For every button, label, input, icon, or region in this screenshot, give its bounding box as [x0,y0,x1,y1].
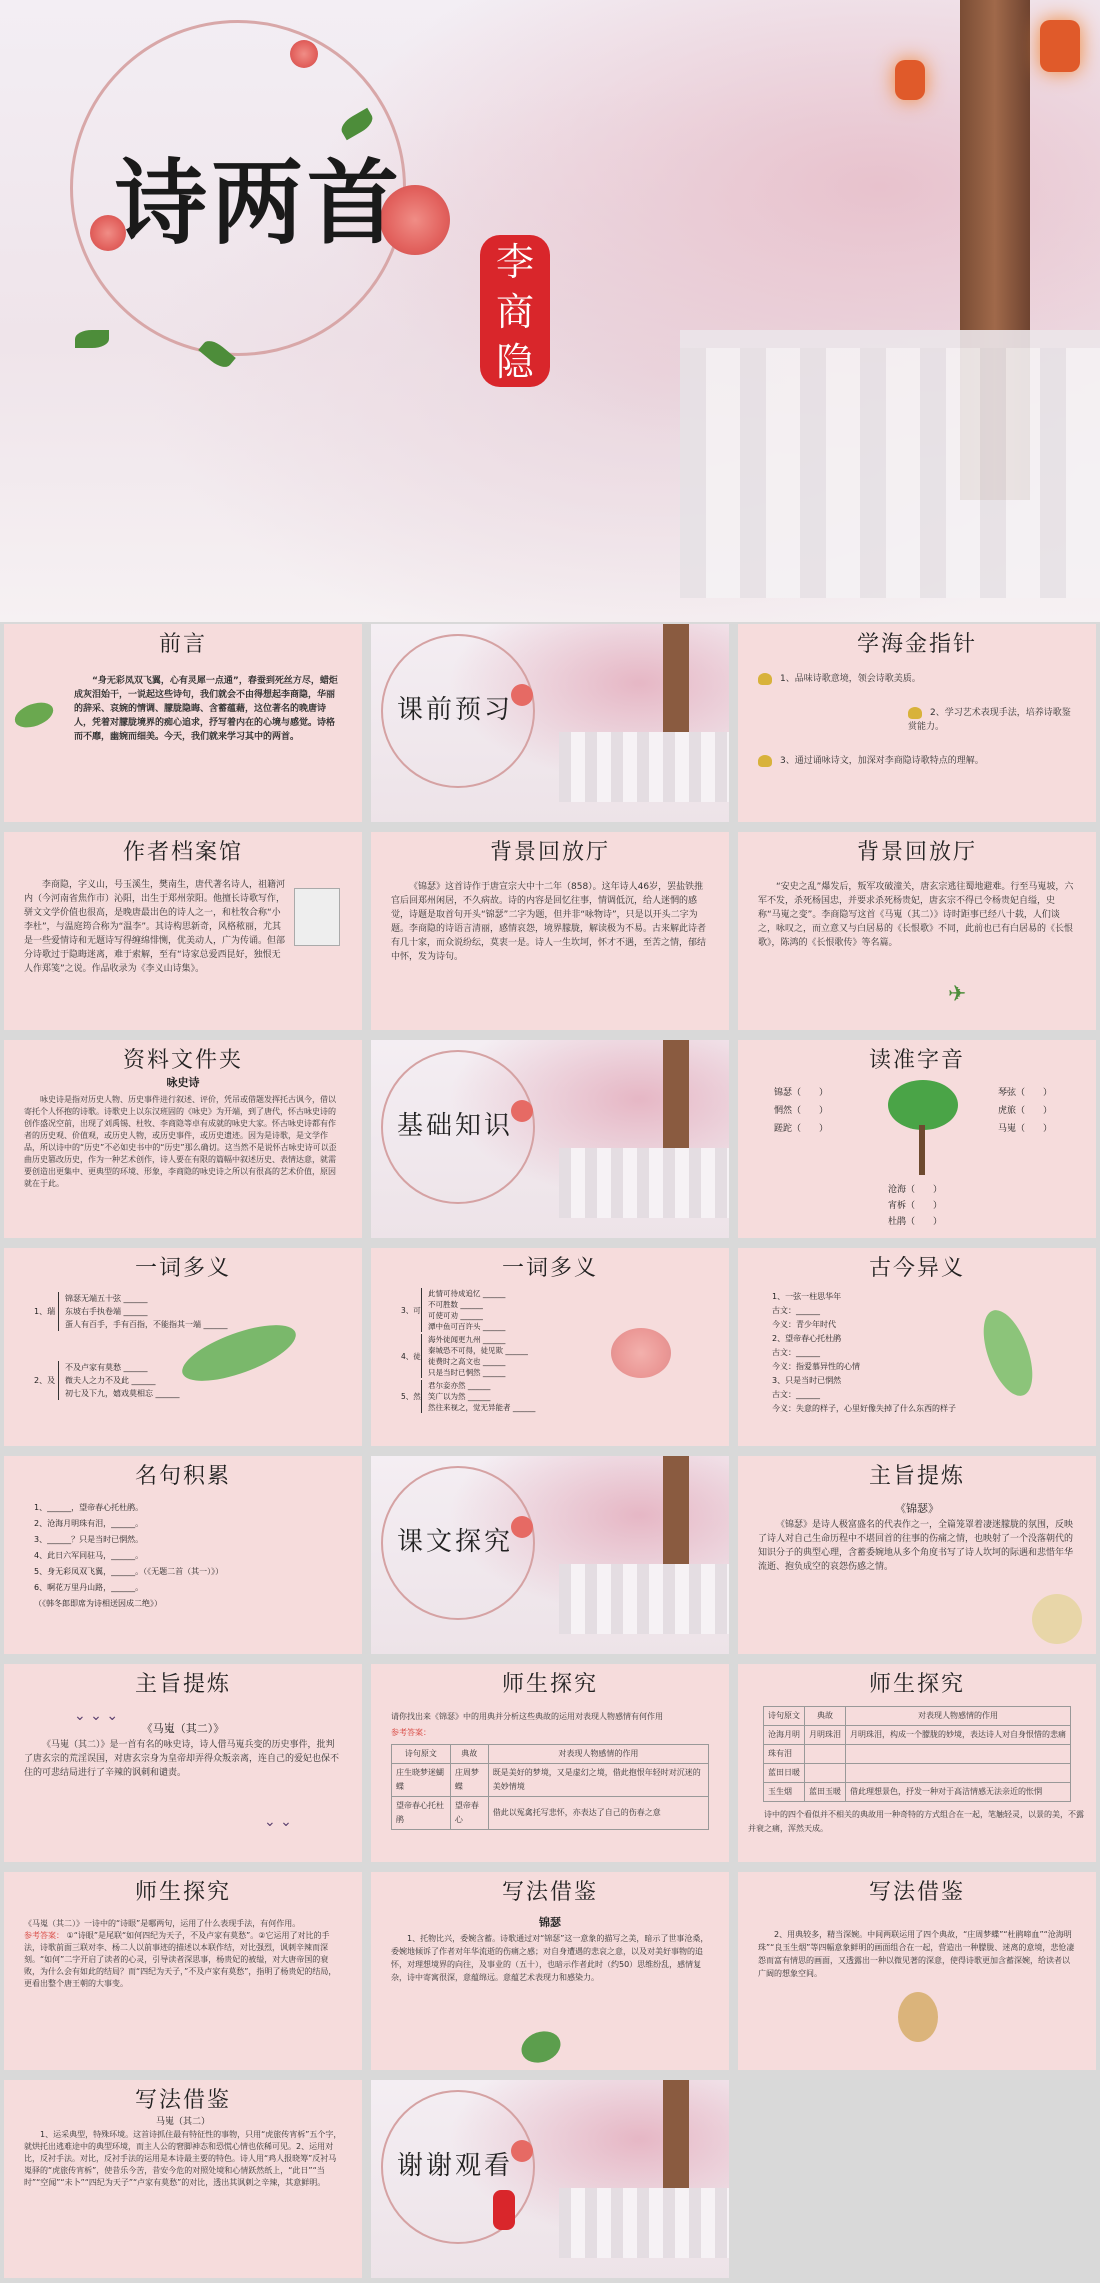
slide-title: 背景回放厅 [489,840,610,865]
slide-discuss-1[interactable] [371,1664,729,1862]
slide-body: 《锦瑟》这首诗作于唐宣宗大中十二年（858）。这年诗人46岁，罢盐铁推官后回郑州闲居，不久病故。诗的内容是回忆往事，情调低沉，给人迷惘的感觉，诗题是取首句开头“锦瑟”二字为题，但并非“咏物诗”，只是以开头二字为题。李商隐的诗语言清丽，感情哀怨，境界朦胧，解读极为不易。古来解此诗者有几十家，而众说纷纭，莫衷一是。诗人一生坎坷，怀才不遇，至苦之情，郁结中怀，发为诗句。 [391,882,707,962]
slide-discuss-2[interactable] [738,1664,1096,1862]
pinyin-item: 宵柝（ ） [888,1201,943,1211]
rose-decoration [290,40,318,68]
polysemy-line: 徒费时之高文也 ______ [428,1357,506,1366]
leaf-decoration [75,330,109,348]
table-header: 典故 [805,1707,846,1726]
slide-title: 背景回放厅 [856,840,977,865]
table-cell: 月明珠泪 [805,1726,846,1745]
slide-subtitle: 马嵬（其二） [155,2117,210,2127]
lantern-icon [895,60,925,100]
quote-line: 6、啊花万里丹山路，______。 [34,1583,144,1592]
table-row [764,1745,1071,1764]
table-cell: 蓝田日暖 [764,1764,805,1783]
quote-line: （《韩冬郎即席为诗相送因成二绝》） [34,1599,162,1608]
slide-title: 写法借鉴 [501,1880,598,1905]
polysemy-line: 可使可劝 ______ [428,1311,483,1320]
table-note: 诗中的四个看似并不相关的典故用一种奇特的方式组合在一起，笔触轻灵，以景的美，不露并衰之痛，浑然天成。 [748,1810,1084,1833]
rose-decoration [511,684,533,706]
slide-title: 师生探究 [501,1672,598,1697]
slide-subtitle: 《锦瑟》 [895,1502,939,1515]
tree-icon [888,1080,958,1130]
polysemy-line: 锦瑟无端五十弦 ______ [65,1294,148,1303]
slide-title: 写法借鉴 [868,1880,965,1905]
slide-title: 读准字音 [868,1048,965,1073]
slide-pronunciation[interactable] [738,1040,1096,1238]
table-cell [846,1764,1071,1783]
slide-title: 资料文件夹 [122,1048,243,1073]
table-cell: 借此以冤禽托写悲怀，亦表达了自己的伤春之意 [488,1797,708,1830]
table-cell: 玉生烟 [764,1783,805,1802]
stone-railing-decoration [559,732,729,802]
polysemy-line: 初七及下九，嬉戏莫相忘 ______ [65,1389,180,1398]
ancient-line: 3、只是当时已惘然 [772,1376,842,1385]
slide-subtitle: 锦瑟 [539,1916,561,1929]
polysemy-head: 2、及 [34,1376,56,1385]
table-row [764,1764,1071,1783]
slide-theme-2[interactable] [4,1664,362,1862]
quote-line: 4、此日六军同驻马，______。 [34,1551,144,1560]
ancient-line: 古文：______ [772,1306,820,1315]
slide-discuss-3[interactable] [4,1872,362,2070]
seal-stamp [493,2190,515,2230]
polysemy-line: 秦城恐不可得，徒见欺 ______ [428,1346,528,1355]
leaf-decoration [517,2026,565,2068]
rose-decoration [511,1100,533,1122]
table-row [764,1726,1071,1745]
slide-title: 基础知识 [397,1111,514,1141]
slide-body: “身无彩凤双飞翼，心有灵犀一点通”，春蚕到死丝方尽，蜡炬成灰泪始干，一说起这些诗句，我们就会不由得想起李商隐，华丽的辞采、哀婉的情调、朦胧隐晦、含蓄蕴藉，这位著名的晚唐诗人，凭着对朦胧境界的痴心追求，抒写着内在的心境与感觉。诗格而不靡，幽婉而细美。今天，我们就来学习其中的两首。 [74,676,338,742]
polysemy-line: 东坡右手执卷端 ______ [65,1307,148,1316]
pinyin-item: 沧海（ ） [888,1185,943,1195]
butterfly-icon [758,673,772,685]
slide-body: 李商隐，字义山，号玉溪生，樊南生，唐代著名诗人，祖籍河内（今河南省焦作市）沁阳，出生于郑州荥阳。他擅长诗歌写作，骈文文学价值也很高，是晚唐最出色的诗人之一，和杜牧合称“小李杜”，与温庭筠合称为“温李”。其诗构思新奇，风格秾丽，尤其是一些爱情诗和无题诗写得缠绵悱恻，优美动人，广为传诵。但部分诗歌过于隐晦迷离，难于索解，至有“诗家总爱西昆好，独恨无人作郑笺”之说。作品收录为《李义山诗集》。 [24,880,286,974]
slide-body: 2、用典较多，精当深婉。中间两联运用了四个典故，“庄周梦蝶”“杜鹃啼血”“沧海明珠”“良玉生烟”等四幅意象鲜明的画面组合在一起，营造出一种朦胧、迷离的意境，悲怆凄怨而富有情思的画面，又透露出一种以微见著的深意，使得诗歌更加含蓄深婉，给读者以广阔的想象空间。 [758,1930,1075,1978]
title-slide [0,0,1100,622]
slide-body: 1、运采典型，特殊环境。这首诗抓住最有特征性的事物，只用“虎旅传宵柝”五个字，就烘托出逃难途中的典型环境，而主人公的窘脚神态和恐慌心情也依稀可见。2、运用对比，反衬手法。对比，反衬手法的运用是本诗最主要的特色。诗人用“鸡人报晓筹”反衬马嵬驿的“虎旅传宵柝”，使昔乐今苦，昔安今危的对照处境和心情跃然纸上，“此日”“当时”“空闻”“未卜”“四纪为天子”“卢家有莫愁”的对比，透出其讽刺之辛辣，其意鲜明。 [24,2130,342,2187]
bird-icon: ⌄ ⌄ [264,1814,292,1830]
pinyin-item: 马嵬（ ） [998,1124,1053,1134]
swallow-icon: ✈ [948,982,967,1007]
rose-decoration [511,1516,533,1538]
pinyin-item: 锦瑟（ ） [774,1088,829,1098]
slide-quotes[interactable] [4,1456,362,1654]
table-cell: 庄生晓梦迷蝴蝶 [392,1764,451,1797]
polysemy-line: 不可胜数 ______ [428,1300,483,1309]
pinyin-item: 惘然（ ） [774,1106,829,1116]
slide-preview[interactable] [371,624,729,822]
slide-title: 一词多义 [134,1256,231,1281]
pinyin-item: 蹉跎（ ） [774,1124,829,1134]
table-header: 对表现人物感情的作用 [846,1707,1071,1726]
stone-railing-decoration [680,330,1100,598]
polysemy-head: 3、可 [401,1305,421,1315]
goal-item: 2、学习艺术表现手法，培养诗歌鉴赏能力。 [908,708,1071,732]
goal-item: 3、通过诵咏诗文，加深对李商隐诗歌特点的理解。 [780,756,984,766]
slide-title: 师生探究 [134,1880,231,1905]
table-cell: 月明珠泪，构成一个朦胧的妙境，表达诗人对自身恨惜的悲痛 [846,1726,1071,1745]
slide-subtitle: 咏史诗 [166,1076,200,1089]
goal-item: 1、品味诗歌意境，领会诗歌美质。 [780,674,921,684]
slide-body: 咏史诗是指对历史人物、历史事件进行叙述、评价，凭吊或借题发挥托古讽今，借以寄托个人怀抱的诗歌。诗歌史上以东汉班固的《咏史》为开端，到了唐代，怀古咏史诗的创作盛况空前，出现了刘禹锡、杜牧、李商隐等卓有成就的咏史大家。怀古咏史诗都有作者的历史观、价值观，或历史人物，或历史事件，或历史遗迹。因为是诗歌，是文学作品，所以诗中的“历史”不必如史书中的“历史”那么确切。这当然不是说怀古咏史诗可以歪曲历史篡改历史，作为一种艺术创作，诗人要在有限的篇幅中叙述历史、表情达意，就需要创造出更集中、更典型的环境、形象，李商隐的咏史诗之所以有很高的艺术价值，原因就在于此。 [24,1095,337,1188]
table-cell [805,1764,846,1783]
polysemy-head: 4、徒 [401,1351,421,1361]
slide-body: ①“诗眼”是尾联“如何四纪为天子，不及卢家有莫愁”。②它运用了对比的手法，诗歌前面三联对李、杨二人以前事迹的描述以本联作结，对比强烈，讽刺辛辣而深刻。“如何”二字开启了读者的心灵，引导读者深思事，杨贵妃的被缢，对大唐帝国的衰败，为什么会有如此的结局？而“四纪为天子，”不及卢家有莫愁”，指明了杨贵妃的结局，更看出整个唐王朝的大事变。 [24,1931,337,1988]
slide-background-2[interactable] [738,832,1096,1030]
slide-title: 主旨提炼 [134,1672,231,1697]
slide-title: 古今异义 [868,1256,965,1281]
ancient-line: 1、一弦一柱思华年 [772,1292,842,1301]
slide-body: 《锦瑟》是诗人极富盛名的代表作之一，全篇笼罩着凄迷朦胧的氛围，反映了诗人对自己生命历程中不堪回首的往事的伤痛之情，也映射了一个没落朝代的知识分子的典型心理，含蓄委婉地从多个角度书写了诗人坎坷的际遇和悲惜年华流逝、抱负成空的哀怨伤感之情。 [758,1520,1074,1572]
quote-line: 5、身无彩凤双飞翼，______。（《无题二首（其一）》） [34,1567,224,1576]
stone-railing-decoration [559,2188,729,2258]
polysemy-line: 潭中鱼可百许头 ______ [428,1322,506,1331]
slide-title: 谢谢观看 [397,2151,514,2181]
ancient-line: 古文：______ [772,1348,820,1357]
slide-body: 《马嵬（其二）》是一首有名的咏史诗，诗人借马嵬兵变的历史事件，批判了唐玄宗的荒淫误国，对唐玄宗身为皇帝却弄得众叛亲离，连自己的爱妃也保不住的可悲结局进行了辛辣的讽刺和谴责。 [24,1740,340,1778]
table-cell: 借此理想景色，抒发一种对于高洁情感无法亲近的怅惘 [846,1783,1071,1802]
slide-title: 作者档案馆 [122,840,243,865]
slide-title: 主旨提炼 [868,1464,965,1489]
polysemy-head: 1、瑞 [34,1307,56,1316]
pinyin-item: 杜鹃（ ） [888,1217,943,1227]
slide-preface[interactable] [4,624,362,822]
page-title: 诗两首 [115,149,404,257]
polysemy-line: 君尔妾亦然 ______ [428,1381,491,1390]
slide-author-file[interactable] [4,832,362,1030]
author-portrait [294,888,340,946]
table-cell: 珠有泪 [764,1745,805,1764]
slide-title: 师生探究 [868,1672,965,1697]
rose-decoration [511,2140,533,2162]
tree-trunk [919,1125,925,1175]
ancient-line: 2、望帝春心托杜鹃 [772,1334,842,1343]
polysemy-line: 海外徒闻更九州 ______ [428,1335,506,1344]
slide-explore[interactable] [371,1456,729,1654]
butterfly-icon [898,1992,938,2042]
table-header: 诗句原文 [392,1745,451,1764]
pinyin-item: 琴弦（ ） [998,1088,1053,1098]
slide-title: 一词多义 [501,1256,598,1281]
table-cell [846,1745,1071,1764]
table-cell: 沧海月明 [764,1726,805,1745]
polysemy-line: 此情可待成追忆 ______ [428,1289,506,1298]
slide-thanks[interactable] [371,2080,729,2278]
lantern-icon [1040,20,1080,72]
slide-body: “安史之乱”爆发后，叛军攻破潼关，唐玄宗逃往蜀地避难。行至马嵬坡，六军不发，杀死杨国忠，并要求杀死杨贵妃，唐玄宗不得已令杨贵妃自缢，史称“马嵬之变”。李商隐写这首《马嵬（其二）》诗时距事已经八十载，人们谈之，咏叹之，而立意又与白居易的《长恨歌》不同，此前也已有白居易的《长恨歌》，陈鸿的《长恨歌传》等名篇。 [758,882,1074,948]
polysemy-line: 蛋人有百手，手有百指，不能指其一端 ______ [65,1320,228,1329]
table-cell [805,1745,846,1764]
quote-line: 3、______？只是当时已惘然。 [34,1535,144,1544]
pinyin-item: 虎旅（ ） [998,1106,1053,1116]
stone-railing-decoration [559,1564,729,1634]
slide-polysemy-2[interactable] [371,1248,729,1446]
slide-title: 课文探究 [397,1527,514,1557]
slide-writing-1[interactable] [371,1872,729,2070]
polysemy-line: 不及卢家有莫愁 ______ [65,1363,148,1372]
slide-title: 课前预习 [397,695,514,725]
slide-ancient-modern[interactable] [738,1248,1096,1446]
table-cell: 望帝春心托杜鹃 [392,1797,451,1830]
table-cell: 望帝春心 [450,1797,488,1830]
slide-background-1[interactable] [371,832,729,1030]
polysemy-line: 然往来视之，觉无异能者 ______ [428,1403,536,1412]
slide-subtitle: 《马嵬（其二）》 [141,1722,225,1735]
stone-railing-decoration [559,1148,729,1218]
teapot-decoration [1032,1594,1082,1644]
slide-title: 写法借鉴 [134,2088,231,2113]
leaf-decoration [974,1304,1042,1402]
ancient-line: 今义：指爱慕异性的心情 [772,1362,860,1371]
table-cell: 庄周梦蝶 [450,1764,488,1797]
polysemy-head: 5、然 [401,1392,421,1401]
question-text: 请你找出来《锦瑟》中的用典并分析这些典故的运用对表现人物感情有何作用 [391,1712,663,1721]
polysemy-line: 微夫人之力不及此 ______ [65,1376,156,1385]
slide-materials[interactable] [4,1040,362,1238]
polysemy-line: 只是当时已惘然 ______ [428,1368,506,1377]
ancient-line: 古文：______ [772,1390,820,1399]
slide-title: 名句积累 [134,1464,231,1489]
slide-title: 前言 [158,632,207,657]
slide-writing-2[interactable] [738,1872,1096,2070]
quote-line: 2、沧海月明珠有泪，______。 [34,1519,144,1528]
flower-decoration [611,1328,671,1378]
slide-title: 学海金指针 [856,632,977,657]
slide-basics[interactable] [371,1040,729,1238]
slide-writing-3[interactable] [4,2080,362,2278]
slide-theme-1[interactable] [738,1456,1096,1654]
slide-goals[interactable] [738,624,1096,822]
polysemy-line: 笑广以为然 ______ [428,1392,491,1401]
butterfly-icon [758,755,772,767]
table-header: 典故 [450,1745,488,1764]
table-row [764,1783,1071,1802]
slide-body: 1、托物比兴，委婉含蓄。诗歌通过对“锦瑟”这一意象的描写之美，暗示了世事沧桑，委婉地倾诉了作者对年华流逝的伤痛之感；对自身遭遇的悲哀之意，以及对美好事物的追怀，对理想境界的向往，及事业的（五十），也暗示作者此时（约50）思维纷乱，感情复杂，诗中寄寓很深，意蕴绵远。意蕴艺术表现力和感染力。 [391,1934,709,1982]
table-cell: 蓝田玉暖 [805,1783,846,1802]
table-row [392,1764,709,1797]
table-header: 对表现人物感情的作用 [488,1745,708,1764]
ancient-line: 今义：青少年时代 [772,1320,836,1329]
slide-polysemy-1[interactable] [4,1248,362,1446]
answer-label: 参考答案： [24,1931,64,1940]
quote-line: 1、______，望帝春心托杜鹃。 [34,1503,144,1512]
butterfly-icon [908,707,922,719]
allusion-table [763,1706,1071,1802]
ancient-line: 今义：失意的样子，心里好像失掉了什么东西的样子 [772,1404,956,1413]
table-header: 诗句原文 [764,1707,805,1726]
bird-icon: ⌄ ⌄ ⌄ [74,1708,119,1724]
answer-label: 参考答案： [391,1728,431,1737]
table-row [392,1797,709,1830]
table-cell: 既是美好的梦境，又是虚幻之境，借此抱恨年轻时对沉迷的美妙情境 [488,1764,708,1797]
allusion-table [391,1744,709,1830]
question-text: 《马嵬（其二）》一诗中的“诗眼”是哪两句，运用了什么表现手法，有何作用。 [24,1919,301,1928]
author-seal: 李商隐 [480,235,550,387]
